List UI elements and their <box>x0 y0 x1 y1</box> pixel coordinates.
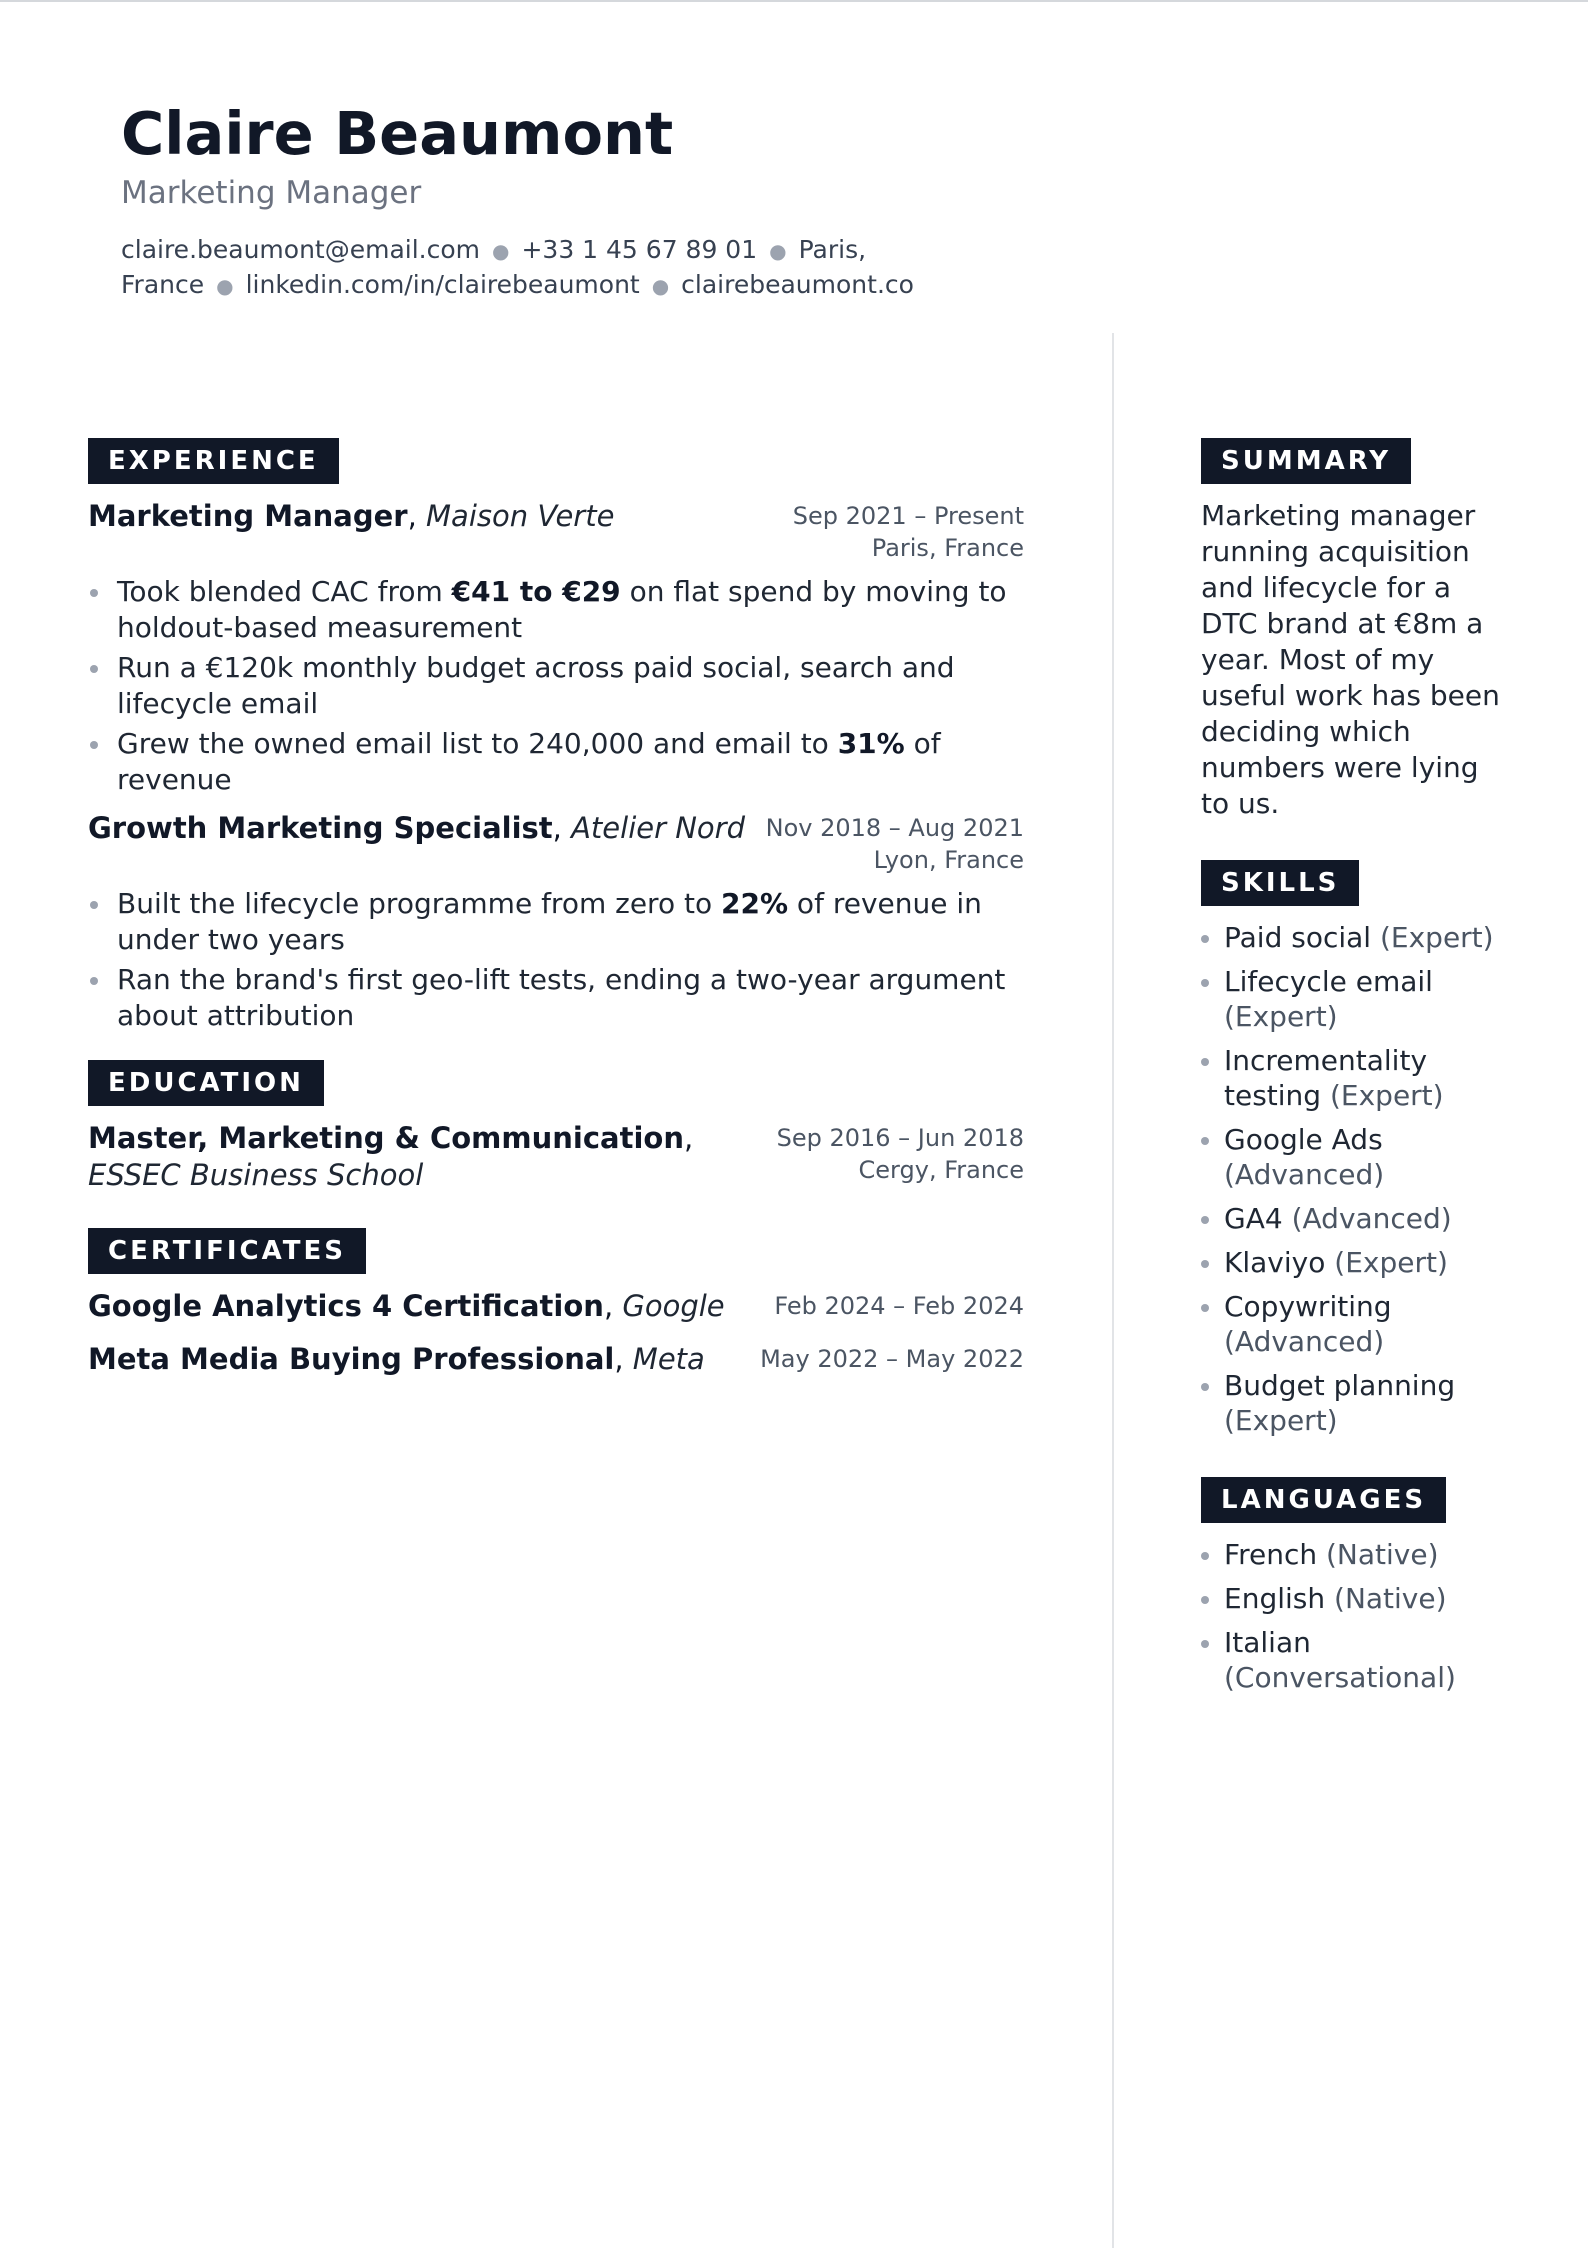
contact-email[interactable]: claire.beaumont@email.com <box>121 235 481 264</box>
job-title: Marketing Manager <box>88 499 408 533</box>
list-item: Copywriting (Advanced) <box>1201 1289 1511 1359</box>
certificate-dates: Feb 2024 – Feb 2024 <box>774 1292 1024 1320</box>
list-item: Google Ads (Advanced) <box>1201 1122 1511 1192</box>
job-dates: Nov 2018 – Aug 2021 <box>765 814 1024 842</box>
education-dates: Sep 2016 – Jun 2018 <box>776 1124 1024 1152</box>
contact-phone[interactable]: +33 1 45 67 89 01 <box>521 235 758 264</box>
school-name: ESSEC Business School <box>88 1158 424 1192</box>
contact-location: Paris, France <box>121 235 867 299</box>
list-item: Budget planning (Expert) <box>1201 1368 1511 1438</box>
candidate-role: Marketing Manager <box>121 175 422 211</box>
degree-name: Master, Marketing & Communication <box>88 1121 684 1155</box>
job-location: Lyon, France <box>873 846 1024 874</box>
experience-entry: Growth Marketing Specialist, Atelier Nord Nov 2018 – Aug 2021 Lyon, France Built the lifecycle programme from zero to 22% of revenue in under two years Ran the brand's first geo-lift tests, ending a two-year argument about attribution <box>88 811 1024 1032</box>
company-name: Maison Verte <box>426 499 615 533</box>
list-item: Grew the owned email list to 240,000 and email to 31% of revenue <box>88 726 1024 798</box>
list-item: Incrementality testing (Expert) <box>1201 1043 1511 1113</box>
job-location: Paris, France <box>871 534 1024 562</box>
separator-dot: ● <box>651 274 670 298</box>
achievement-list <box>88 574 1024 798</box>
top-border <box>0 0 1588 2</box>
candidate-name: Claire Beaumont <box>121 99 674 168</box>
education-entry: Master, Marketing & Communication, ESSEC Business School Sep 2016 – Jun 2018 Cergy, France <box>88 1121 1024 1192</box>
certificate-dates: May 2022 – May 2022 <box>760 1345 1024 1373</box>
certificate-issuer: Google <box>622 1289 725 1323</box>
list-item: Run a €120k monthly budget across paid social, search and lifecycle email <box>88 650 1024 722</box>
languages-list <box>1201 1537 1511 1695</box>
sidebar-column <box>1201 438 1511 1704</box>
contact-website[interactable]: clairebeaumont.co <box>681 270 914 299</box>
certificate-entry: Meta Media Buying Professional, Meta May 2022 – May 2022 <box>88 1342 1024 1376</box>
separator-dot: ● <box>492 239 510 263</box>
main-column <box>88 438 1024 1378</box>
list-item: Lifecycle email (Expert) <box>1201 964 1511 1034</box>
section-title-skills: SKILLS <box>1201 860 1359 906</box>
section-title-languages: LANGUAGES <box>1201 1477 1446 1523</box>
skills-list <box>1201 920 1511 1438</box>
certificate-name: Google Analytics 4 Certification <box>88 1289 604 1323</box>
list-item: Built the lifecycle programme from zero to 22% of revenue in under two years <box>88 886 1024 958</box>
resume-header <box>121 96 941 303</box>
contact-line <box>121 233 941 303</box>
section-title-education: EDUCATION <box>88 1060 324 1106</box>
experience-entry: Marketing Manager, Maison Verte Sep 2021 – Present Paris, France Took blended CAC from €41 to €29 on flat spend by moving to holdout-based measurement Run a €120k monthly budget across paid social, search and lifecycle email Grew the owned email list to 240,000 and email to 31% of revenue <box>88 499 1024 796</box>
separator-dot: ● <box>769 239 787 263</box>
column-divider <box>1112 333 1114 2248</box>
list-item: English (Native) <box>1201 1581 1511 1616</box>
summary-text: Marketing manager running acquisition and lifecycle for a DTC brand at €8m a year. Most of my useful work has been deciding which numbers were lying to us. <box>1201 499 1500 820</box>
list-item: Italian (Conversational) <box>1201 1625 1511 1695</box>
education-location: Cergy, France <box>858 1156 1024 1184</box>
section-title-summary: SUMMARY <box>1201 438 1411 484</box>
list-item: French (Native) <box>1201 1537 1511 1572</box>
job-dates: Sep 2021 – Present <box>792 502 1024 530</box>
contact-linkedin[interactable]: linkedin.com/in/clairebeaumont <box>245 270 640 299</box>
section-title-experience: EXPERIENCE <box>88 438 339 484</box>
list-item: Ran the brand's first geo-lift tests, ending a two-year argument about attribution <box>88 962 1024 1034</box>
achievement-list <box>88 886 1024 1034</box>
list-item: Paid social (Expert) <box>1201 920 1511 955</box>
list-item: GA4 (Advanced) <box>1201 1201 1511 1236</box>
certificate-name: Meta Media Buying Professional <box>88 1342 615 1376</box>
separator-dot: ● <box>216 274 234 298</box>
section-title-certificates: CERTIFICATES <box>88 1228 366 1274</box>
list-item: Took blended CAC from €41 to €29 on flat spend by moving to holdout-based measurement <box>88 574 1024 646</box>
list-item: Klaviyo (Expert) <box>1201 1245 1511 1280</box>
certificate-issuer: Meta <box>632 1342 705 1376</box>
company-name: Atelier Nord <box>571 811 746 845</box>
certificate-entry: Google Analytics 4 Certification, Google Feb 2024 – Feb 2024 <box>88 1289 1024 1323</box>
job-title: Growth Marketing Specialist <box>88 811 553 845</box>
